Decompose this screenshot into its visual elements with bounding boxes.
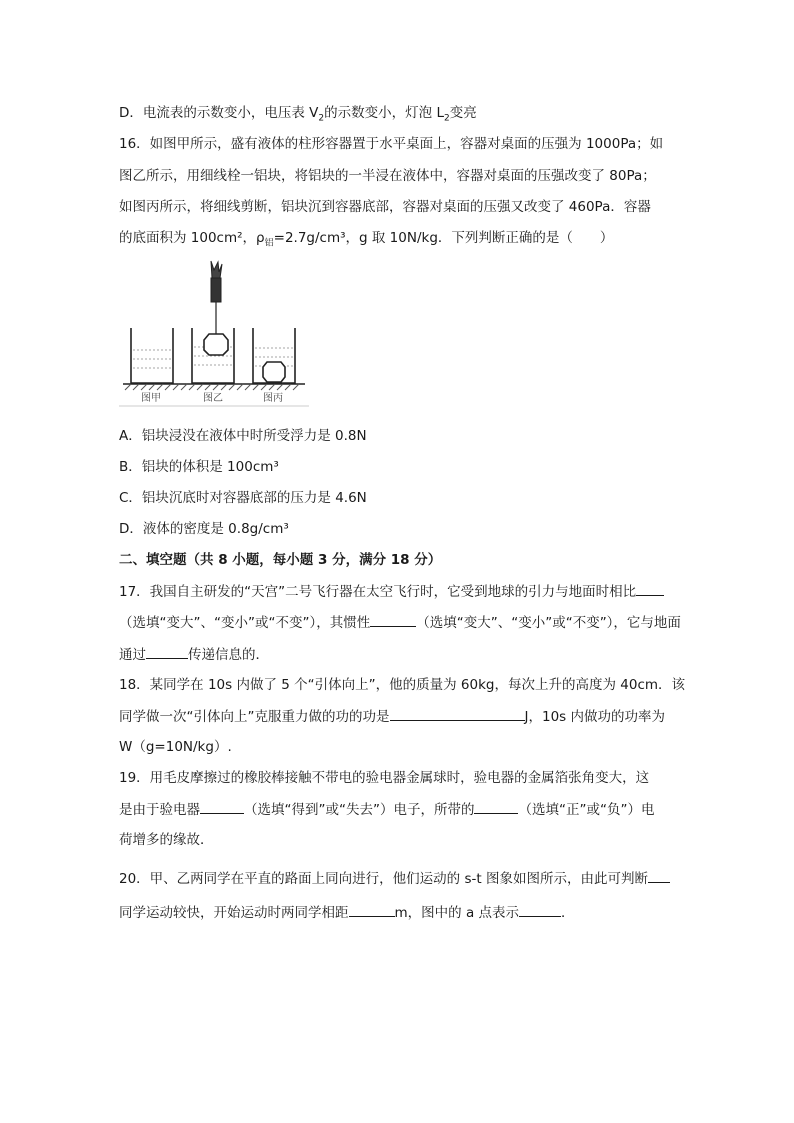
q19-line-3: 荷增多的缘故．: [119, 832, 214, 848]
q20-blank-3[interactable]: [519, 903, 561, 917]
q20-blank-2[interactable]: [349, 903, 395, 917]
q19-blank-1[interactable]: [200, 800, 244, 814]
q17-line-2: （选填“变大”、“变小”或“不变”），其惯性 （选填“变大”、“变小”或“不变”），它与地面: [119, 615, 681, 631]
q17-line-3: 通过 传递信息的．: [119, 647, 269, 663]
figure-label-jia: 图甲: [141, 393, 161, 404]
container-jia: [131, 328, 173, 383]
q16-line-2: 图乙所示，用细线栓一铝块，将铝块的一半浸在液体中，容器对桌面的压强改变了 80Pa；: [119, 168, 656, 184]
q16-line-4: 的底面积为 100cm²，$\rho_铝=2.7g$/cm³，g 取 10N/kg．下列判断正确的是（ ）: [119, 230, 614, 249]
q19-line-2: 是由于验电器 （选填“得到”或“失去”）电子，所带的 （选填“正”或“负”）电: [119, 802, 655, 818]
q16-option-a: A．铝块浸没在液体中时所受浮力是 0.8N: [119, 428, 367, 444]
q16-option-d: D．液体的密度是 0.8g/cm³: [119, 521, 289, 537]
container-figure: [119, 258, 309, 408]
figure-label-yi: 图乙: [203, 393, 223, 404]
q17-blank-1[interactable]: [636, 582, 664, 596]
q17-blank-3[interactable]: [146, 645, 188, 659]
q16-option-c: C．铝块沉底时对容器底部的压力是 4.6N: [119, 490, 367, 506]
q20-line-1: 20．甲、乙两同学在平直的路面上同向进行，他们运动的 s-t 图象如图所示，由此可判断: [119, 869, 670, 888]
spring-scale: [211, 261, 222, 334]
q19-line-1: 19．用毛皮摩擦过的橡胶棒接触不带电的验电器金属球时，验电器的金属箔张角变大，这: [119, 770, 650, 786]
q17-blank-2[interactable]: [370, 613, 416, 627]
q20-line-2: 同学运动较快，开始运动时两同学相距 m，图中的 a 点表示 ．: [119, 905, 575, 921]
q17-line-1: 17．我国自主研发的“天宫”二号飞行器在太空飞行时，它受到地球的引力与地面时相比: [119, 582, 664, 601]
q18-line-1: 18．某同学在 10s 内做了 5 个“引体向上”，他的质量为 60kg，每次上升的高度为 40cm．该: [119, 677, 686, 693]
q18-line-3: W（g=10N/kg）.: [119, 739, 232, 755]
q16-line-3: 如图丙所示，将细线剪断，铝块沉到容器底部，容器对桌面的压强又改变了 460Pa．容器: [119, 199, 651, 215]
q18-blank-1[interactable]: [390, 707, 525, 721]
q18-line-2: 同学做一次“引体向上”克服重力做的功的功是 J，10s 内做功的功率为: [119, 709, 665, 725]
q16-line-1: 16．如图甲所示，盛有液体的柱形容器置于水平桌面上，容器对桌面的压强为 1000Pa；如: [119, 136, 664, 152]
q19-blank-2[interactable]: [474, 800, 518, 814]
figure-label-bing: 图丙: [263, 393, 283, 404]
q16-option-b: B．铝块的体积是 100cm³: [119, 459, 279, 475]
option-d-prev-question: D．电流表的示数变小，电压表 $V_2$的示数变小，灯泡 $L_2$变亮: [119, 105, 477, 124]
aluminum-block-hanging: [204, 334, 228, 355]
aluminum-block-sunk: [263, 362, 285, 382]
q20-blank-1[interactable]: [648, 869, 670, 883]
section-2-heading: 二、填空题（共 8 小题，每小题 3 分，满分 18 分）: [119, 552, 442, 568]
